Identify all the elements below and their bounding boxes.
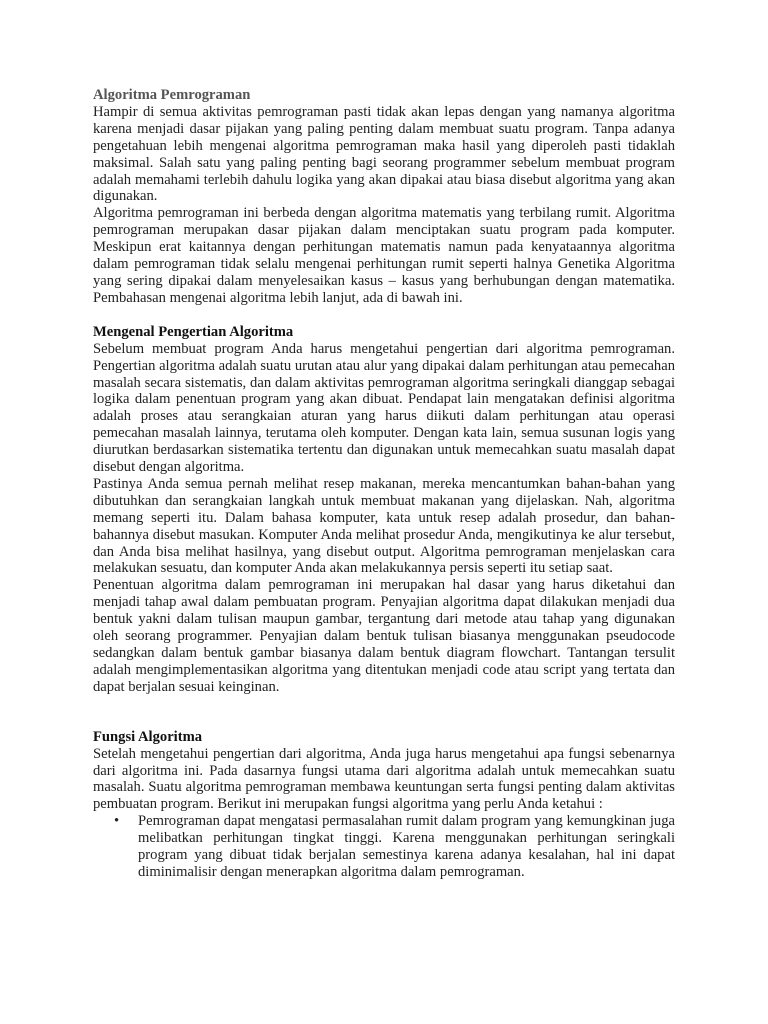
section-heading-fungsi: Fungsi Algoritma <box>93 728 203 745</box>
section-paragraph: Penentuan algoritma dalam pemrograman ini merupakan hal dasar yang harus diketahui dan menjadi tahap awal dalam pembuatan program. Penyajian algoritma dapat dilakukan menjadi dua bentuk yakni dalam tulisan maupun gambar, tergantung dari metode atau tahap yang digunakan oleh seorang programmer. Penyajian dalam bentuk tulisan biasanya menggunakan pseudocode sedangkan dalam bentuk gambar biasanya dalam bentuk diagram flowchart. Tantangan tersulit adalah mengimplementasikan algoritma yang ditentukan menjadi code atau script yang tertata dan dapat berjalan sesuai keinginan. <box>93 577 675 695</box>
section-paragraph: Pastinya Anda semua pernah melihat resep makanan, mereka mencantumkan bahan-bahan yang dibutuhkan dan serangkaian langkah untuk membuat makanan yang dijelaskan. Nah, algoritma memang seperti itu. Dalam bahasa komputer, kata untuk resep adalah prosedur, dan bahan-bahannya disebut masukan. Komputer Anda melihat prosedur Anda, mengikutinya ke alur tersebut, dan Anda bisa melihat hasilnya, yang disebut output. Algoritma pemrograman menjelaskan cara melakukan sesuatu, dan komputer Anda akan melakukannya persis seperti itu setiap saat. <box>93 475 675 577</box>
list-item <box>93 813 675 881</box>
spacer <box>93 307 675 324</box>
section-heading-pengertian: Mengenal Pengertian Algoritma <box>93 323 294 340</box>
section-paragraph: Sebelum membuat program Anda harus mengetahui pengertian dari algoritma pemrograman. Pengertian algoritma adalah suatu urutan atau alur yang dipakai dalam perhitungan atau pemecahan masalah secara sistematis, dan dalam aktivitas pemrograman algoritma seringkali dianggap sebagai logika dalam penentuan program yang akan dibuat. Pendapat lain mengatakan definisi algoritma adalah proses atau serangkaian aturan yang harus diikuti dalam perhitungan atau operasi pemecahan masalah lainnya, terutama oleh komputer. Dengan kata lain, semua susunan logis yang diurutkan berdasarkan sistematika tertentu dan digunakan untuk memecahkan suatu masalah dapat disebut dengan algoritma. <box>93 340 675 476</box>
list-item-text: Pemrograman dapat mengatasi permasalahan rumit dalam program yang kemungkinan juga melibatkan perhitungan tingkat tinggi. Karena menggunakan perhitungan seringkali program yang dibuat tidak berjalan semestinya karena adanya kesalahan, hal ini dapat diminimalisir dengan menerapkan algoritma dalam pemrograman. <box>138 813 675 880</box>
intro-paragraph: Hampir di semua aktivitas pemrograman pasti tidak akan lepas dengan yang namanya algoritma karena menjadi dasar pijakan yang paling penting dalam membuat suatu program. Tanpa adanya pengetahuan lebih mengenai algoritma pemrograman maka hasil yang diperoleh pasti tidaklah maksimal. Salah satu yang paling penting bagi seorang programmer sebelum membuat program adalah memahami terlebih dahulu logika yang akan dipakai atau biasa disebut algoritma yang akan digunakan. <box>93 103 675 205</box>
section-paragraph: Setelah mengetahui pengertian dari algoritma, Anda juga harus mengetahui apa fungsi sebenarnya dari algoritma ini. Pada dasarnya fungsi utama dari algoritma adalah untuk memecahkan suatu masalah. Suatu algoritma pemrograman membawa keuntungan serta fungsi penting dalam aktivitas pembuatan program. Berikut ini merupakan fungsi algoritma yang perlu Anda ketahui : <box>93 745 675 813</box>
spacer <box>93 696 675 729</box>
document-page <box>93 87 675 881</box>
bullet-list <box>93 813 675 881</box>
bullet-icon: • <box>114 813 120 830</box>
document-title: Algoritma Pemrograman <box>93 87 251 103</box>
intro-paragraph: Algoritma pemrograman ini berbeda dengan algoritma matematis yang terbilang rumit. Algoritma pemrograman merupakan dasar pijakan dalam menciptakan suatu program pada komputer. Meskipun erat kaitannya dengan perhitungan matematis namun pada kenyataannya algoritma dalam pemrograman tidak selalu mengenai perhitungan rumit seperti halnya Genetika Algoritma yang sering dipakai dalam menyelesaikan kasus – kasus yang berhubungan dengan matematika. Pembahasan mengenai algoritma lebih lanjut, ada di bawah ini. <box>93 205 675 306</box>
